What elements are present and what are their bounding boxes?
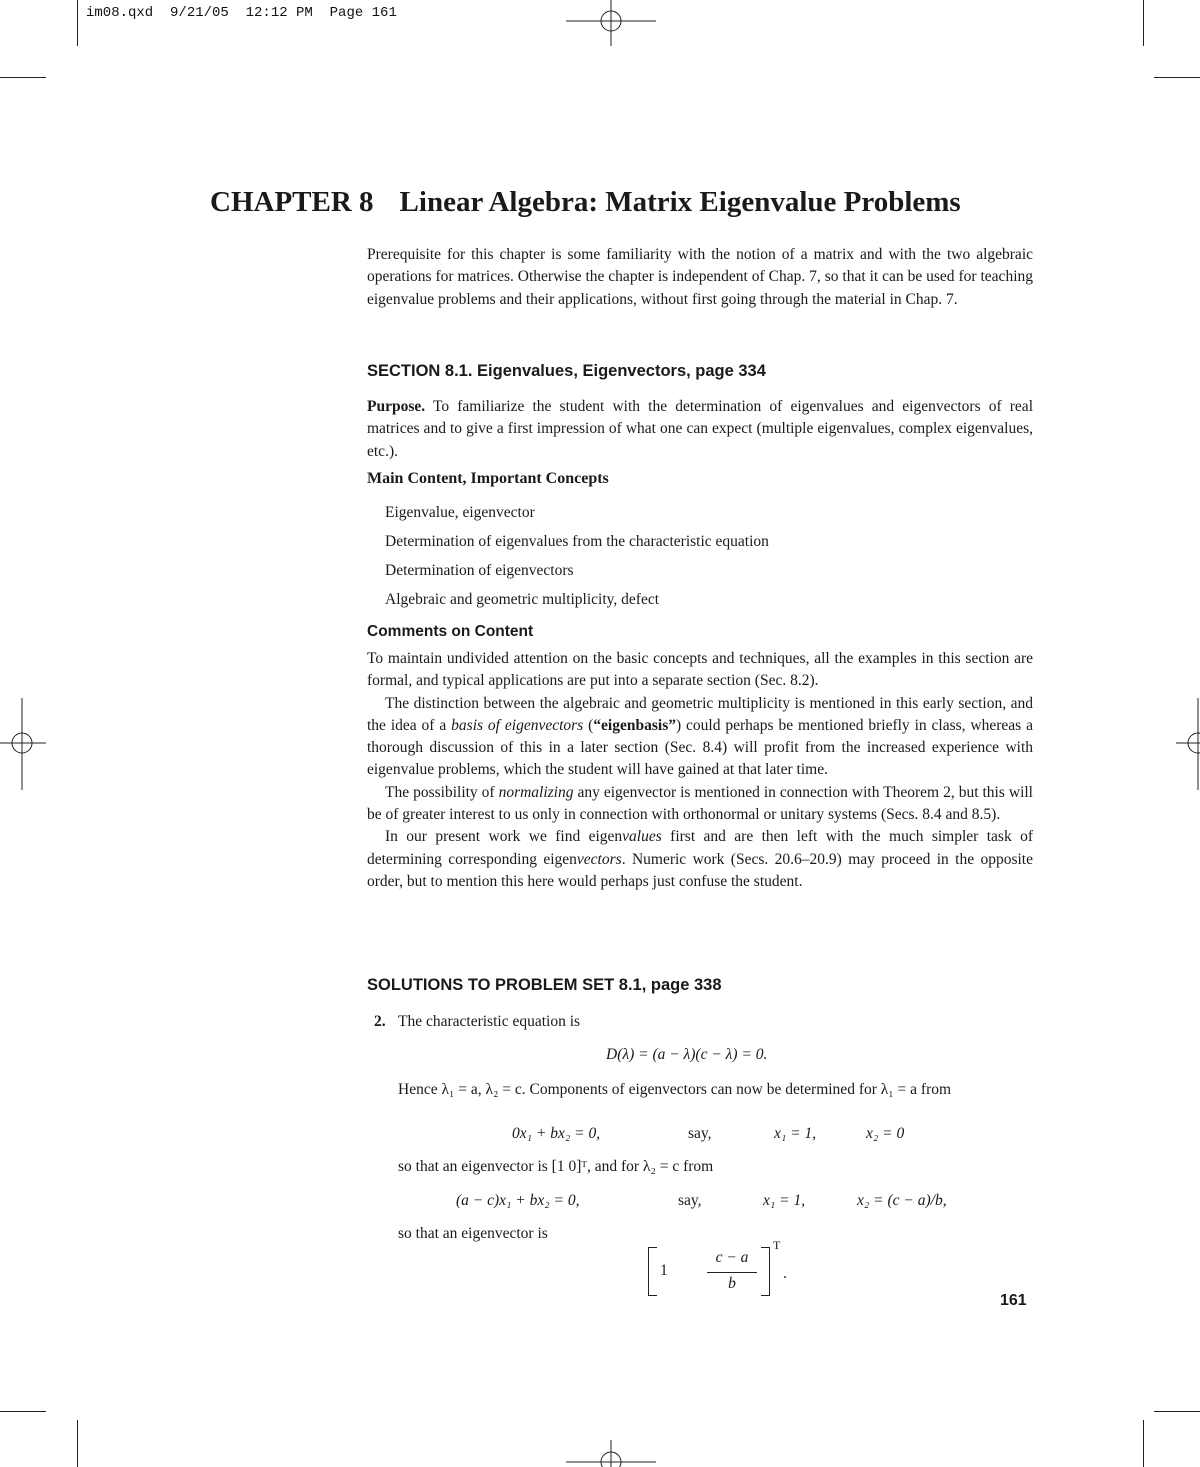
comments-body — [367, 648, 1033, 893]
crop-mark-bottom-right-horizontal — [1154, 1411, 1200, 1412]
comment-paragraph-4: In our present work we find eigenvalues first and are then left with the much simpler task of determining corresponding eigenvectors. Numeric work (Secs. 20.6–20.9) may proceed in the opposite order, but to mention this here would perhaps just confuse the student. — [367, 828, 1033, 890]
registration-mark-right-icon — [1176, 698, 1200, 790]
purpose-paragraph — [367, 396, 1033, 463]
solution-line-4: so that an eigenvector is — [398, 1225, 548, 1242]
solution-line-3: so that an eigenvector is [1 0]ᵀ, and for λ₂ = c from — [398, 1158, 714, 1175]
emphasis-normalizing: normalizing — [498, 783, 574, 801]
characteristic-equation: D(λ) = (a − λ)(c − λ) = 0. — [606, 1046, 768, 1063]
vector-right-bracket — [761, 1247, 770, 1296]
comments-heading: Comments on Content — [367, 623, 534, 640]
solution-line-1: The characteristic equation is — [398, 1013, 581, 1030]
equation-3-say: say, — [678, 1192, 702, 1209]
equation-3-x2: x₂ = (c − a)/b, — [857, 1192, 947, 1209]
solution-line-2: Hence λ₁ = a, λ₂ = c. Components of eigenvectors can now be determined for λ₁ = a from — [398, 1081, 952, 1098]
registration-mark-bottom-icon — [566, 1440, 656, 1467]
crop-mark-top-right-horizontal — [1154, 77, 1200, 78]
purpose-text: To familiarize the student with the determination of eigenvalues and eigenvectors of real matrices and to give a first impression of what one can expect (multiple eigenvalues, complex eigenvalues, etc.). — [367, 398, 1033, 460]
equation-2-say: say, — [688, 1125, 712, 1142]
emphasis-eigenbasis: “eigenbasis” — [593, 716, 676, 734]
registration-mark-left-icon — [0, 698, 46, 790]
crop-mark-bottom-left-vertical — [77, 1420, 78, 1467]
equation-2-left: 0x₁ + bx₂ = 0, — [512, 1125, 601, 1142]
main-content-heading: Main Content, Important Concepts — [367, 470, 609, 487]
vector-period: . — [783, 1265, 787, 1282]
concept-item: Algebraic and geometric multiplicity, defect — [385, 591, 660, 608]
vector-fraction-numerator: c − a — [715, 1249, 749, 1266]
crop-mark-top-right-vertical — [1143, 0, 1144, 46]
crop-mark-top-left-vertical — [77, 0, 78, 46]
section-heading: SECTION 8.1. Eigenvalues, Eigenvectors, page 334 — [367, 362, 766, 380]
concept-item: Determination of eigenvectors — [385, 562, 574, 579]
chapter-heading — [210, 186, 961, 219]
emphasis-basis: basis of eigenvectors — [451, 716, 584, 734]
purpose-label: Purpose. — [367, 398, 426, 415]
chapter-title: Linear Algebra: Matrix Eigenvalue Problems — [399, 186, 961, 218]
intro-paragraph: Prerequisite for this chapter is some familiarity with the notion of a matrix and with the two algebraic operations for matrices. Otherwise the chapter is independent of Chap. 7, so that it can be used for teaching eigenvalue problems and their applications, without first going through the material in Chap. 7. — [367, 246, 1033, 308]
vector-transpose: T — [773, 1238, 781, 1252]
concept-item: Eigenvalue, eigenvector — [385, 504, 535, 521]
vector-fraction-denominator: b — [728, 1275, 736, 1292]
comment-paragraph-1: To maintain undivided attention on the basic concepts and techniques, all the examples in this section are formal, and typical applications are put into a separate section (Sec. 8.2). — [367, 650, 1033, 690]
vector-entry-1: 1 — [660, 1262, 668, 1279]
concept-item: Determination of eigenvalues from the characteristic equation — [385, 533, 769, 550]
equation-2-x2: x₂ = 0 — [866, 1125, 905, 1142]
equation-3-left: (a − c)x₁ + bx₂ = 0, — [456, 1192, 580, 1209]
crop-mark-bottom-left-horizontal — [0, 1411, 46, 1412]
page-number: 161 — [1000, 1292, 1027, 1309]
file-slug: im08.qxd 9/21/05 12:12 PM Page 161 — [86, 5, 397, 21]
equation-3-x1: x₁ = 1, — [763, 1192, 806, 1209]
problem-number: 2. — [374, 1013, 386, 1030]
vector-fraction-bar — [707, 1272, 757, 1273]
equation-2-x1: x₁ = 1, — [774, 1125, 817, 1142]
comment-paragraph-2: The distinction between the algebraic and geometric multiplicity is mentioned in this early section, and the idea of a basis of eigenvectors (“eigenbasis”) could perhaps be mentioned briefly in class, whereas a thorough discussion of this in a later section (Sec. 8.4) will profit from the increased experience with eigenvalue problems, which the student will have gained at that later time. — [367, 694, 1033, 779]
registration-mark-top-icon — [566, 0, 656, 46]
vector-left-bracket — [648, 1247, 657, 1296]
chapter-number: CHAPTER 8 — [210, 186, 374, 218]
crop-mark-top-left-horizontal — [0, 77, 46, 78]
crop-mark-bottom-right-vertical — [1143, 1420, 1144, 1467]
comment-paragraph-3: The possibility of normalizing any eigenvector is mentioned in connection with Theorem 2, but this will be of greater interest to us only in connection with orthonormal or unitary systems (Secs. 8.4 and 8.5). — [367, 783, 1033, 824]
solutions-heading: SOLUTIONS TO PROBLEM SET 8.1, page 338 — [367, 976, 722, 994]
